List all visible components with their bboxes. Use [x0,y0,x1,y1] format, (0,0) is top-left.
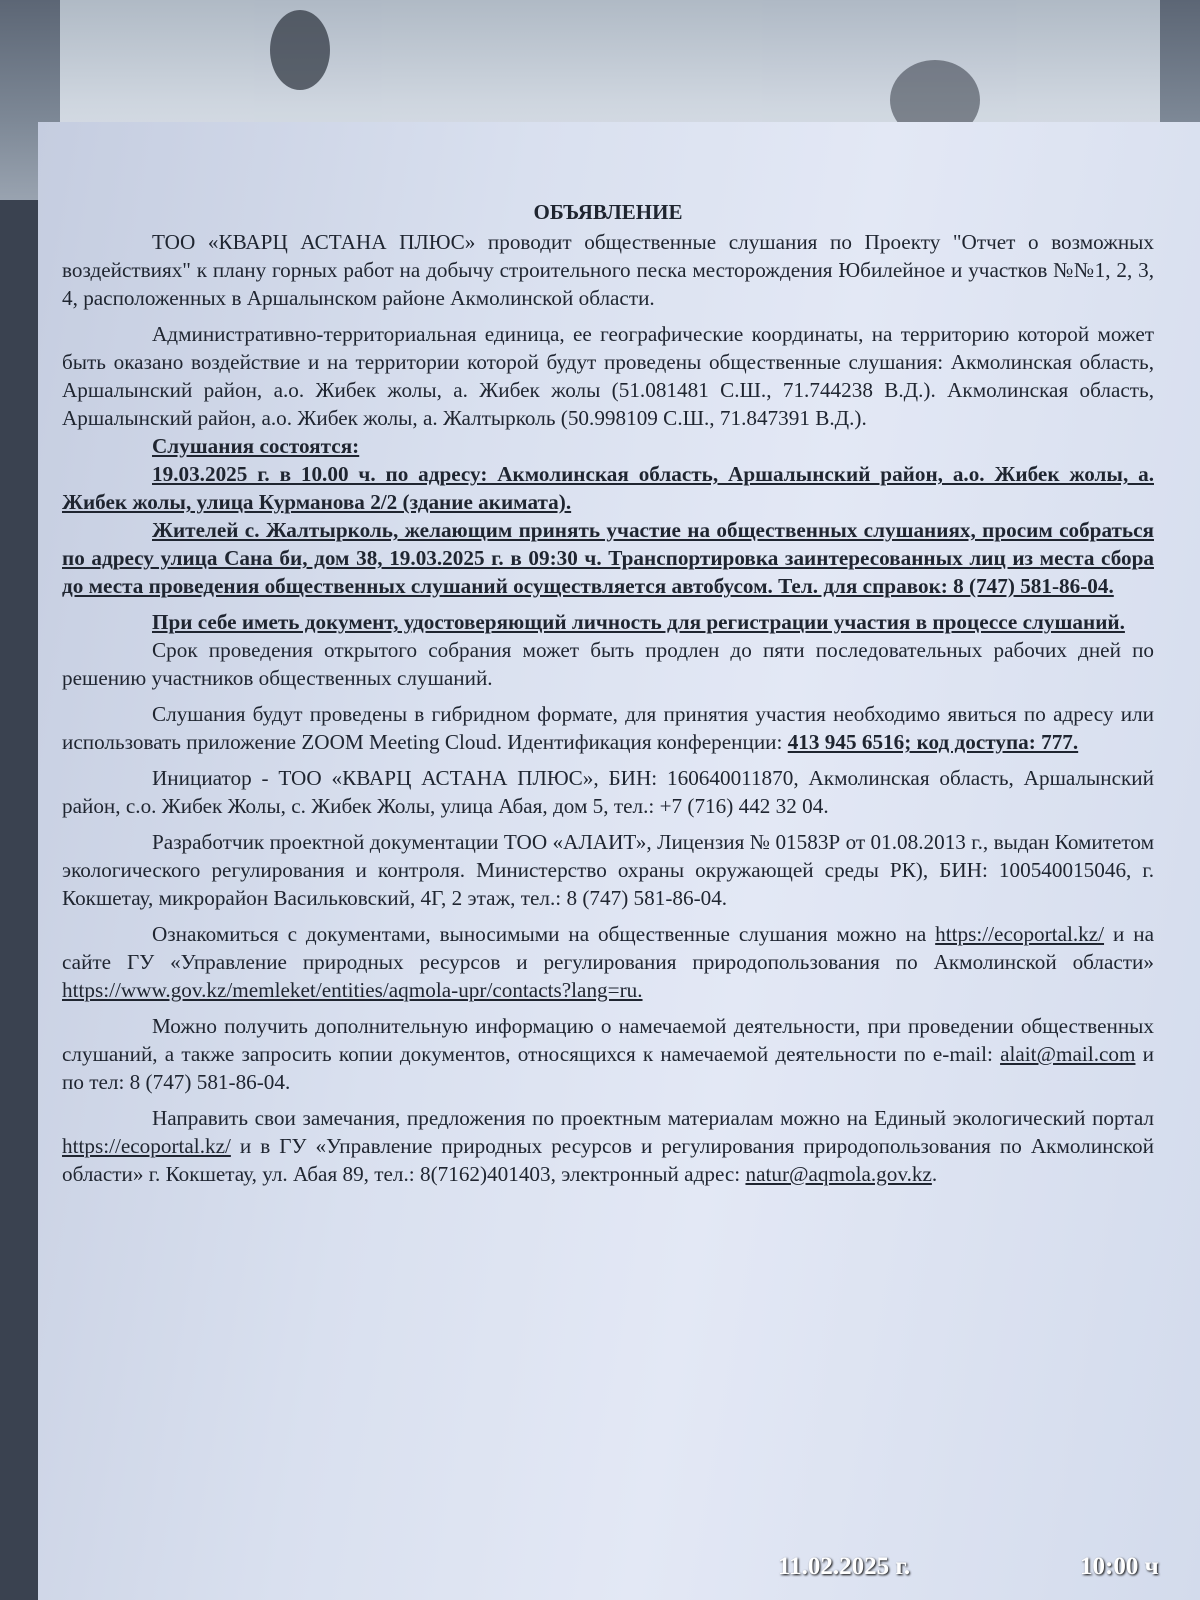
announcement [62,198,1154,1188]
photo-time-stamp: 10:00 ч [1080,1553,1159,1580]
initiator-paragraph: Инициатор - ТОО «КВАРЦ АСТАНА ПЛЮС», БИН: 160640011870, Акмолинская область, Аршалынский район, с.о. Жибек Жолы, с. Жибек Жолы, улица Абая, дом 5, тел.: +7 (716) 442 32 04. [62,766,1154,818]
remarks-paragraph [62,1104,1154,1188]
hearing-heading: Слушания состоятся: [152,434,360,458]
intro-paragraph: ТОО «КВАРЦ АСТАНА ПЛЮС» проводит общественные слушания по Проекту "Отчет о возможных воздействиях" к плану горных работ на добычу строительного песка месторождения Юбилейное и участков №№1, 2, 3, 4, расположенных в Аршалынском районе Акмолинской области. [62,230,1154,310]
gov-kz-link[interactable]: https://www.gov.kz/memleket/entities/aqmola-upr/contacts?lang=ru. [62,978,643,1002]
residents-paragraph: Жителей с. Жалтырколь, желающим принять участие на общественных слушаниях, просим собраться по адресу улица Сана би, дом 38, 19.03.2025 г. в 09:30 ч. Транспортировка заинтересованных лиц из места сбора до места проведения общественных слушаний осуществляется автобусом. Тел. для справок: 8 (747) 581-86-04. [62,518,1154,598]
remarks-text-pre: Направить свои замечания, предложения по проектным материалам можно на Единый экологический портал [152,1106,1154,1130]
documents-paragraph [62,920,1154,1004]
info-text-post: и по тел: 8 (747) 581-86-04. [62,1042,1154,1094]
ecoportal-link-2[interactable]: https://ecoportal.kz/ [62,1134,231,1158]
hybrid-paragraph [62,700,1154,756]
hybrid-text: Слушания будут проведены в гибридном формате, для принятия участия необходимо явиться по адресу или использовать приложение ZOOM Meeting Cloud. Идентификация конференции: [62,702,1154,754]
announcement-title: ОБЪЯВЛЕНИЕ [533,200,683,224]
developer-paragraph: Разработчик проектной документации ТОО «АЛАИТ», Лицензия № 01583Р от 01.08.2013 г., выдан Комитетом экологического регулирования и контроля. Министерство охраны окружающей среды РК), БИН: 100540015046, г. Кокшетау, микрорайон Васильковский, 4Г, 2 этаж, тел.: 8 (747) 581-86-04. [62,830,1154,910]
natur-email-link[interactable]: natur@aqmola.gov.kz [745,1162,932,1186]
conference-id: 413 945 6516; код доступа: 777. [787,730,1079,754]
info-paragraph [62,1012,1154,1096]
ecoportal-link[interactable]: https://ecoportal.kz/ [935,922,1105,946]
territory-paragraph: Административно-территориальная единица, ее географические координаты, на территорию которой может быть оказано воздействие и на территории которой будут проведены общественные слушания: Акмолинская область, Аршалынский район, а.о. Жибек жолы, а. Жибек жолы (51.081481 С.Ш., 71.744238 В.Д.). Акмолинская область, Аршалынский район, а.о. Жибек жолы, а. Жалтырколь (50.998109 С.Ш., 71.847391 В.Д.). [62,322,1154,430]
alait-email-link[interactable]: alait@mail.com [1000,1042,1136,1066]
remarks-end: . [931,1162,938,1186]
documents-text-pre: Ознакомиться с документами, выносимыми на общественные слушания можно на [152,922,927,946]
info-text-pre: Можно получить дополнительную информацию о намечаемой деятельности, при проведении общественных слушаний, а также запросить копии документов, относящихся к намечаемой деятельности по e-mail: [62,1014,1154,1066]
id-document-paragraph: При себе иметь документ, удостоверяющий личность для регистрации участия в процессе слушаний. [152,610,1125,634]
hearing-date-address: 19.03.2025 г. в 10.00 ч. по адресу: Акмолинская область, Аршалынский район, а.о. Жибек жолы, а. Жибек жолы, улица Курманова 2/2 (здание акимата). [62,462,1154,514]
extension-paragraph: Срок проведения открытого собрания может быть продлен до пяти последовательных рабочих дней по решению участников общественных слушаний. [62,638,1154,690]
documents-text-mid: и на сайте ГУ «Управление природных ресурсов и регулирования природопользования по Акмолинской области» [62,922,1154,974]
photo-date-stamp: 11.02.2025 г. [778,1553,911,1580]
remarks-text-mid: и в ГУ «Управление природных ресурсов и регулирования природопользования по Акмолинской области» г. Кокшетау, ул. Абая 89, тел.: 8(7162)401403, электронный адрес: [62,1134,1154,1186]
